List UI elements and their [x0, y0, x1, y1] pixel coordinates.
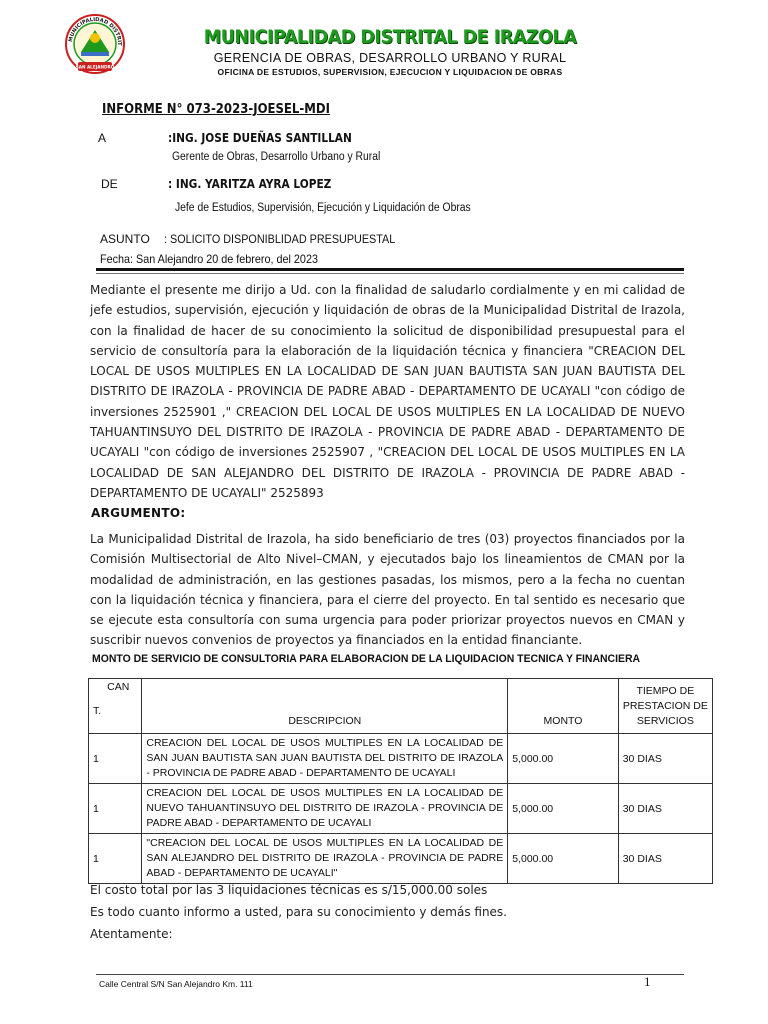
org-name: MUNICIPALIDAD DISTRITAL DE IRAZOLA [203, 26, 577, 48]
logo-ring-text: MUNICIPALIDAD DISTRIT [68, 16, 123, 46]
subject-label: ASUNTO [100, 232, 150, 246]
header-qty-top: CAN [107, 681, 130, 693]
closing-remark: Es todo cuanto informo a usted, para su conocimiento y demás fines. [90, 905, 507, 919]
department-name: GERENCIA DE OBRAS, DESARROLLO URBANO Y RURAL [213, 51, 567, 65]
footer-divider [96, 974, 684, 975]
row-amount: 5,000.00 [508, 834, 618, 884]
to-name: :ING. JOSE DUEÑAS SANTILLAN [168, 131, 352, 145]
table-header-row [89, 679, 713, 734]
municipal-logo [64, 8, 126, 80]
page-number: 1 [644, 974, 651, 989]
office-name: OFICINA DE ESTUDIOS, SUPERVISION, EJECUCION Y LIQUIDACION DE OBRAS [217, 67, 563, 77]
row-amount: 5,000.00 [508, 784, 618, 834]
argument-paragraph: La Municipalidad Distrital de Irazola, ha sido beneficiario de tres (03) proyectos financiados por la Comisión Multisectorial de Alto Nivel–CMAN, y ejecutados bajo los lineamientos de CMAN por la modalidad de administración, en las gestiones pasadas, los mismos, pero a la fecha no cuentan con la liquidación técnica y financiera, para el cierre del proyecto. En tal sentido es necesario que se ejecute esta consultoría con suma urgencia para poder priorizar proyectos nuevos en CMAN y suscribir nuevos convenios de proyectos ya financiados en la entidad financiante. [90, 532, 685, 648]
report-number: INFORME N° 073-2023-JOESEL-MDI [102, 102, 330, 117]
intro-paragraph: Mediante el presente me dirijo a Ud. con la finalidad de saludarlo cordialmente y en mi calidad de jefe estudios, supervisión, ejecución y liquidación de obras de la Municipalidad Distrital de Irazola, con la finalidad de hacer de su conocimiento la solicitud de disponibilidad presupuestal para el servicio de consultoría para la elaboración de la liquidación técnica y financiera "CREACION DEL LOCAL DE USOS MULTIPLES EN LA LOCALIDAD DE SAN JUAN BAUTISTA SAN JUAN BAUTISTA DEL DISTRITO DE IRAZOLA - PROVINCIA DE PADRE ABAD - DEPARTAMENTO DE UCAYALI "con código de inversiones 2525901 ," CREACION DEL LOCAL DE USOS MULTIPLES EN LA LOCALIDAD DE NUEVO TAHUANTINSUYO DEL DISTRITO DE IRAZOLA - PROVINCIA DE PADRE ABAD - DEPARTAMENTO DE UCAYALI "con código de inversiones 2525907 , "CREACION DEL LOCAL DE USOS MULTIPLES EN LA LOCALIDAD DE SAN ALEJANDRO DEL DISTRITO DE IRAZOLA - PROVINCIA DE PADRE ABAD - DEPARTAMENTO DE UCAYALI" 2525893 [90, 283, 685, 500]
row-time: 30 DIAS [618, 784, 712, 834]
report-date: Fecha: San Alejandro 20 de febrero, del 2023 [100, 252, 318, 266]
row-time: 30 DIAS [618, 734, 712, 784]
header-divider [96, 268, 684, 271]
total-cost-line: El costo total por las 3 liquidaciones técnicas es s/15,000.00 soles [90, 883, 488, 897]
from-label: DE [101, 177, 118, 191]
from-name: : ING. YARITZA AYRA LOPEZ [168, 177, 332, 191]
header-qty [89, 679, 142, 734]
row-time: 30 DIAS [618, 834, 712, 884]
subject-text: : SOLICITO DISPONIBLIDAD PRESUPUESTAL [164, 232, 396, 246]
row-amount: 5,000.00 [508, 734, 618, 784]
to-role: Gerente de Obras, Desarrollo Urbano y Rural [172, 151, 381, 163]
argument-heading: ARGUMENTO: [91, 506, 186, 520]
table-row [89, 734, 713, 784]
row-description: "CREACION DEL LOCAL DE USOS MULTIPLES EN LA LOCALIDAD DE SAN ALEJANDRO DEL DISTRITO DE IRAZOLA - PROVINCIA DE PADRE ABAD - DEPARTAMENTO DE UCAYALI" [142, 834, 508, 884]
header-time: TIEMPO DE PRESTACION DE SERVICIOS [618, 679, 712, 734]
row-description: CREACION DEL LOCAL DE USOS MULTIPLES EN LA LOCALIDAD DE NUEVO TAHUANTINSUYO DEL DISTRITO DE IRAZOLA - PROVINCIA DE PADRE ABAD - DEPARTAMENTO DE UCAYALI [142, 784, 508, 834]
header-qty-bottom: T. [93, 705, 102, 717]
consultancy-table [88, 678, 713, 884]
row-description: CREACION DEL LOCAL DE USOS MULTIPLES EN LA LOCALIDAD DE SAN JUAN BAUTISTA SAN JUAN BAUTISTA DEL DISTRITO DE IRAZOLA - PROVINCIA DE PADRE ABAD - DEPARTAMENTO DE UCAYALI [142, 734, 508, 784]
row-qty: 1 [89, 784, 142, 834]
header-divider-thin [96, 273, 684, 274]
row-qty: 1 [89, 834, 142, 884]
row-qty: 1 [89, 734, 142, 784]
from-role: Jefe de Estudios, Supervisión, Ejecución y Liquidación de Obras [175, 202, 471, 214]
footer-address: Calle Central S/N San Alejandro Km. 111 [99, 979, 253, 989]
table-row [89, 784, 713, 834]
logo-bottom-text: SAN ALEJANDRO [75, 64, 115, 70]
header-amount: MONTO [508, 679, 618, 734]
header-description: DESCRIPCION [142, 679, 508, 734]
sign-off: Atentamente: [90, 927, 173, 941]
table-title: MONTO DE SERVICIO DE CONSULTORIA PARA ELABORACION DE LA LIQUIDACION TECNICA Y FINANCIERA [92, 653, 641, 665]
to-label: A [98, 131, 107, 145]
table-row [89, 834, 713, 884]
